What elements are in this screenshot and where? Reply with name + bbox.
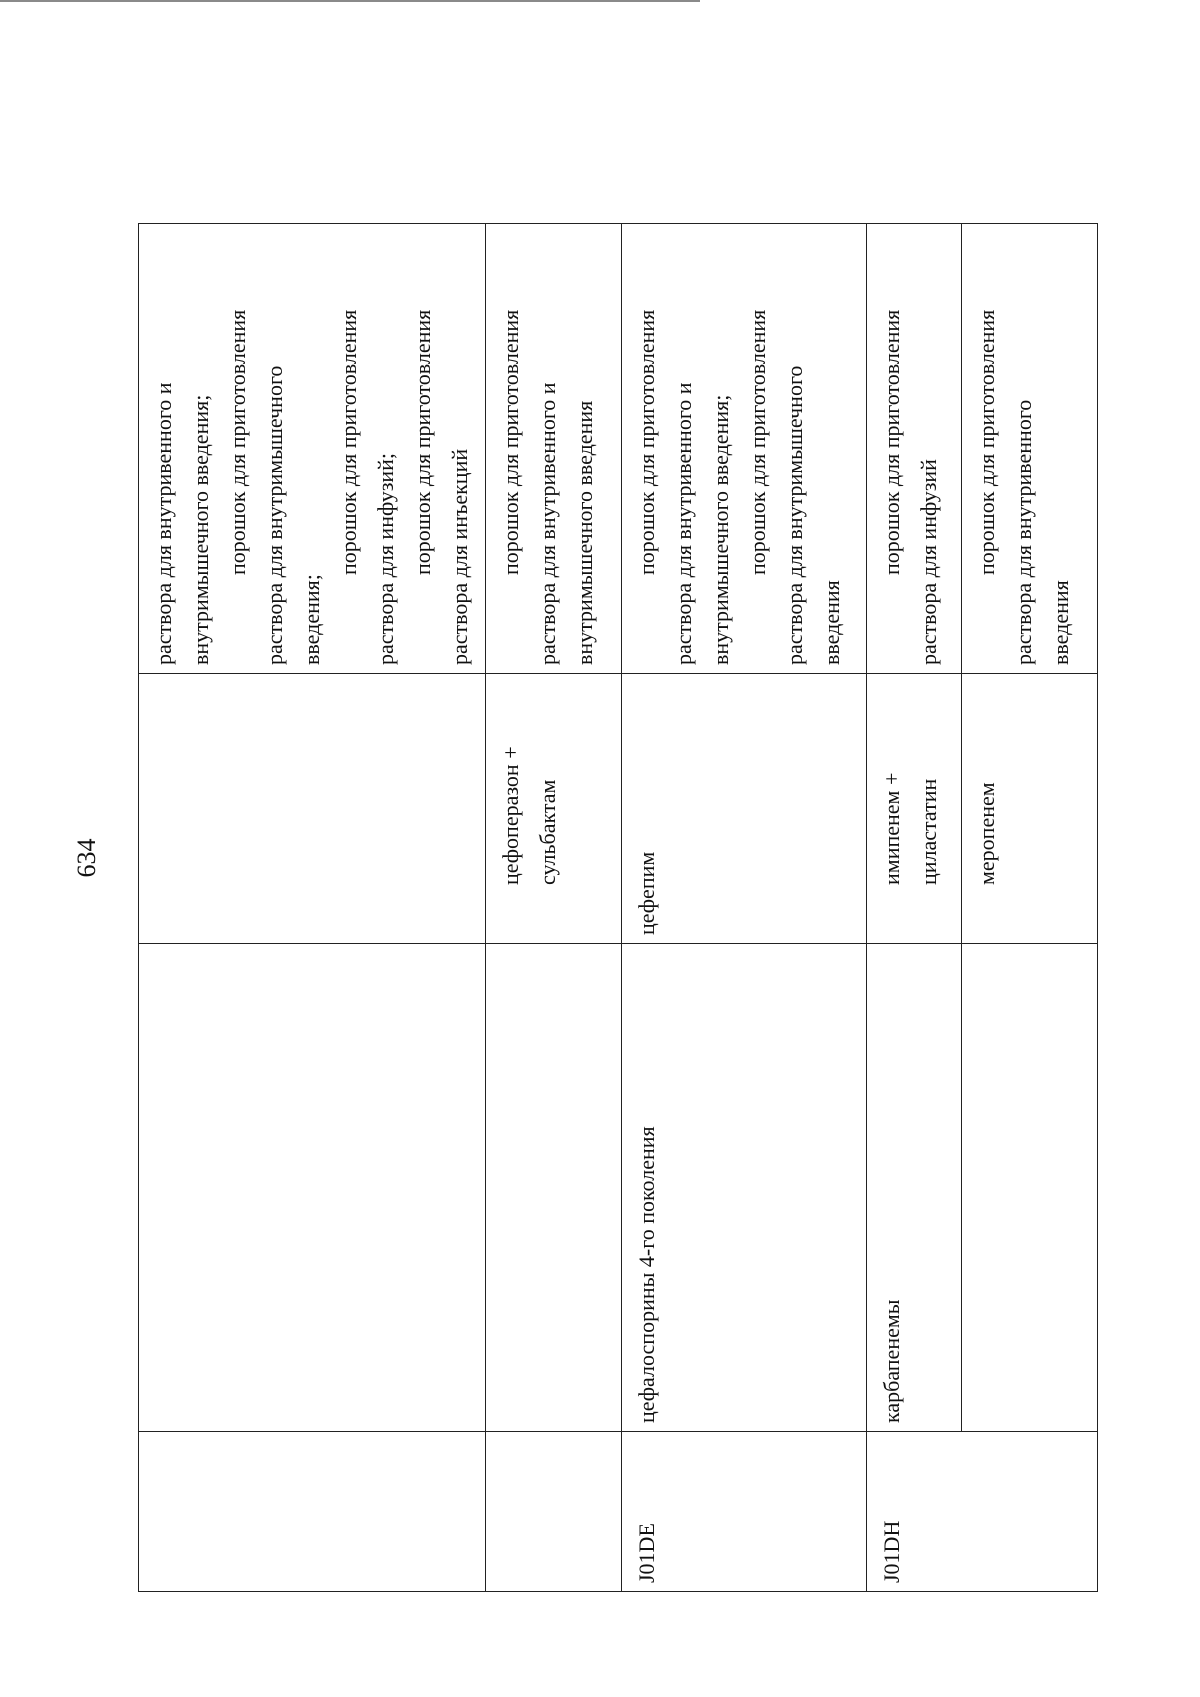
form-line: раствора для внутривенного: [1010, 399, 1036, 665]
cell-code: J01DH: [866, 1432, 961, 1592]
form-line: раствора для внутривенного и: [535, 382, 561, 665]
form-line: порошок для приготовления: [744, 309, 770, 575]
form-line: раствора для внутримышечного: [781, 365, 807, 665]
table-row: [139, 224, 486, 1592]
cell-group: цефалоспорины 4-го поколения: [621, 944, 866, 1432]
drug-name: меропенем: [973, 782, 999, 885]
form-line: раствора для внутривенного и: [151, 382, 176, 665]
form-line: порошок для приготовления: [878, 309, 904, 575]
drug-name: имипенем + циластатин: [878, 772, 941, 885]
table-row: [486, 224, 621, 1592]
scan-edge-line: [0, 0, 700, 2]
cell-code: J01DE: [621, 1432, 866, 1592]
cell-group: [961, 944, 1097, 1432]
cell-forms: [621, 224, 866, 674]
cell-group: [139, 944, 486, 1432]
cell-forms: [961, 224, 1097, 674]
form-line: порошок для приготовления: [336, 309, 361, 575]
cell-group: [486, 944, 621, 1432]
cell-name: [866, 674, 961, 944]
cell-forms: [866, 224, 961, 674]
cell-name: [139, 674, 486, 944]
cell-group: карбапенемы: [866, 944, 961, 1432]
cell-forms: [139, 224, 486, 674]
cell-code: [486, 1432, 621, 1592]
form-line: порошок для приготовления: [410, 309, 435, 575]
form-line: раствора для внутривенного и: [670, 382, 696, 665]
cell-forms: [486, 224, 621, 674]
form-line: введения;: [299, 574, 324, 665]
form-line: раствора для внутримышечного: [262, 365, 287, 665]
form-line: порошок для приготовления: [633, 309, 659, 575]
cell-name: [961, 674, 1097, 944]
form-line: внутримышечного введения;: [188, 394, 213, 665]
form-line: порошок для приготовления: [973, 309, 999, 575]
form-line: порошок для приготовления: [225, 309, 250, 575]
table-row: [866, 224, 961, 1592]
cell-name: [486, 674, 621, 944]
form-line: введения: [1047, 580, 1073, 665]
drug-name: цефоперазон + сульбактам: [498, 746, 561, 885]
form-line: внутримышечного введения;: [707, 394, 733, 665]
cell-code: [961, 1432, 1097, 1592]
cell-code: [139, 1432, 486, 1592]
table-row: [961, 224, 1097, 1592]
form-line: раствора для инфузий: [915, 459, 941, 665]
rotated-table-wrapper: [138, 224, 1098, 1592]
form-line: внутримышечного введения: [572, 400, 598, 665]
form-line: раствора для инъекций: [447, 448, 472, 665]
page-number: 634: [72, 838, 101, 878]
form-line: порошок для приготовления: [498, 309, 524, 575]
drug-table: [138, 223, 1098, 1592]
table-row: [621, 224, 866, 1592]
form-line: раствора для инфузий;: [373, 452, 398, 665]
form-line: введения: [818, 580, 844, 665]
cell-name: цефепим: [621, 674, 866, 944]
